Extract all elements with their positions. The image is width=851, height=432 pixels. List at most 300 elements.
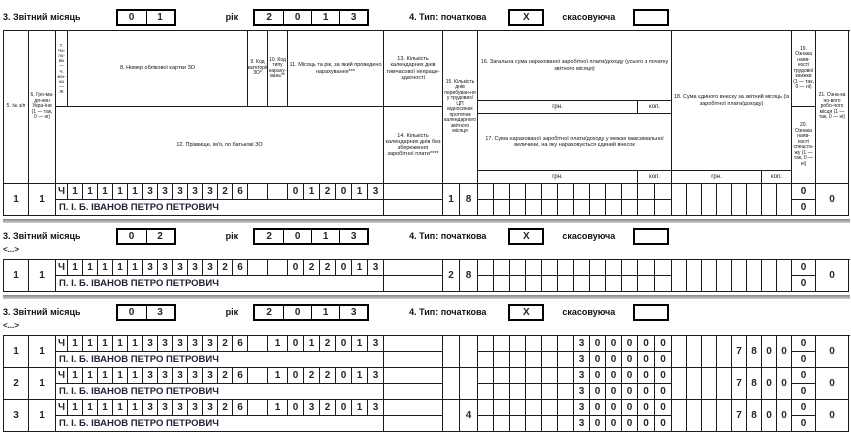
year-digit-box[interactable]: 3 [339,306,367,319]
card-number-digit-cell[interactable]: 3 [188,336,203,352]
max-amount-digit-cell[interactable]: 0 [590,352,606,368]
accrual-month-digit-cell[interactable]: 3 [368,336,384,352]
person-name-cell[interactable]: П. І. Б. ІВАНОВ ПЕТРО ПЕТРОВИЧ [56,276,384,292]
max-amount-digit-cell[interactable] [590,200,606,216]
fee-digit-cell[interactable] [732,184,747,216]
year-digit-box[interactable]: 1 [311,230,339,243]
max-amount-digit-cell[interactable] [494,416,510,432]
fee-digit-cell[interactable]: 0 [777,368,792,400]
total-amount-digit-cell[interactable] [590,184,606,200]
max-amount-digit-cell[interactable] [478,200,494,216]
total-amount-digit-cell[interactable]: 0 [590,368,606,384]
card-number-digit-cell[interactable]: 1 [98,368,113,384]
total-amount-digit-cell[interactable] [494,336,510,352]
total-amount-digit-cell[interactable] [638,184,655,200]
card-number-digit-cell[interactable]: 3 [188,400,203,416]
max-amount-digit-cell[interactable] [478,416,494,432]
special-service-flag-cell[interactable]: 0 [792,384,816,400]
total-amount-digit-cell[interactable] [478,184,494,200]
accrual-month-digit-cell[interactable]: 3 [368,400,384,416]
max-amount-digit-cell[interactable] [638,276,655,292]
card-number-digit-cell[interactable]: 3 [173,368,188,384]
total-amount-digit-cell[interactable] [542,260,558,276]
fee-digit-cell[interactable] [672,368,687,400]
total-amount-digit-cell[interactable] [542,336,558,352]
month-digit-box[interactable]: 3 [146,306,174,319]
fee-digit-cell[interactable]: 8 [747,368,762,400]
total-amount-digit-cell[interactable] [526,368,542,384]
card-number-digit-cell[interactable]: 1 [128,184,143,200]
card-number-digit-cell[interactable]: 1 [113,336,128,352]
category-code-cell[interactable] [248,184,268,200]
max-amount-digit-cell[interactable] [655,276,672,292]
unpaid-days-cell[interactable] [384,352,443,368]
accrual-month-digit-cell[interactable]: 1 [352,336,368,352]
initial-type-checkbox[interactable]: X [508,9,544,26]
total-amount-digit-cell[interactable] [478,400,494,416]
max-amount-digit-cell[interactable]: 3 [574,352,590,368]
max-amount-digit-cell[interactable] [526,416,542,432]
accrual-month-digit-cell[interactable]: 2 [320,336,336,352]
max-amount-digit-cell[interactable] [558,416,574,432]
total-amount-digit-cell[interactable]: 3 [574,336,590,352]
max-amount-digit-cell[interactable] [558,200,574,216]
total-amount-digit-cell[interactable] [558,184,574,200]
accrual-month-digit-cell[interactable]: 0 [288,260,304,276]
employment-days-digit-cell[interactable]: 8 [460,260,478,292]
total-amount-digit-cell[interactable] [558,400,574,416]
card-number-digit-cell[interactable]: 6 [233,184,248,200]
max-amount-digit-cell[interactable]: 0 [638,352,655,368]
special-service-flag-cell[interactable]: 0 [792,276,816,292]
work-book-flag-cell[interactable]: 0 [792,336,816,352]
sex-code-cell[interactable]: Ч [56,260,68,276]
fee-digit-cell[interactable] [687,184,702,216]
total-amount-digit-cell[interactable]: 0 [655,400,672,416]
total-amount-digit-cell[interactable]: 0 [638,400,655,416]
max-amount-digit-cell[interactable] [510,416,526,432]
card-number-digit-cell[interactable]: 3 [143,184,158,200]
accrual-type-code-cell[interactable]: 1 [268,368,288,384]
fee-digit-cell[interactable] [762,260,777,292]
fee-digit-cell[interactable] [717,336,732,368]
card-number-digit-cell[interactable]: 1 [113,368,128,384]
initial-type-checkbox[interactable]: X [508,304,544,321]
max-amount-digit-cell[interactable]: 0 [655,416,672,432]
total-amount-digit-cell[interactable] [494,400,510,416]
accrual-type-code-cell[interactable]: 1 [268,400,288,416]
max-amount-digit-cell[interactable] [510,384,526,400]
card-number-digit-cell[interactable]: 1 [128,368,143,384]
max-amount-digit-cell[interactable] [478,276,494,292]
max-amount-digit-cell[interactable]: 0 [655,384,672,400]
year-digit-box[interactable]: 0 [283,306,311,319]
card-number-digit-cell[interactable]: 1 [128,260,143,276]
fee-digit-cell[interactable]: 7 [732,400,747,432]
max-amount-digit-cell[interactable] [622,276,638,292]
card-number-digit-cell[interactable]: 1 [113,184,128,200]
max-amount-digit-cell[interactable] [526,384,542,400]
row-number-cell[interactable]: 2 [4,368,29,400]
year-digit-box[interactable]: 0 [283,230,311,243]
fee-digit-cell[interactable] [672,400,687,432]
card-number-digit-cell[interactable]: 2 [218,184,233,200]
card-number-digit-cell[interactable]: 3 [203,400,218,416]
person-name-cell[interactable]: П. І. Б. ІВАНОВ ПЕТРО ПЕТРОВИЧ [56,352,384,368]
year-digit-box[interactable]: 3 [339,230,367,243]
card-number-digit-cell[interactable]: 1 [83,184,98,200]
fee-digit-cell[interactable] [702,260,717,292]
total-amount-digit-cell[interactable]: 0 [590,336,606,352]
total-amount-digit-cell[interactable] [478,368,494,384]
employment-days-digit-cell[interactable]: 8 [460,184,478,216]
fee-digit-cell[interactable] [702,368,717,400]
cancel-type-checkbox[interactable] [633,304,669,321]
total-amount-digit-cell[interactable] [526,336,542,352]
card-number-digit-cell[interactable]: 3 [143,336,158,352]
accrual-month-digit-cell[interactable]: 1 [352,368,368,384]
accrual-month-digit-cell[interactable]: 0 [288,400,304,416]
work-book-flag-cell[interactable]: 0 [792,260,816,276]
total-amount-digit-cell[interactable] [622,184,638,200]
max-amount-digit-cell[interactable] [606,200,622,216]
max-amount-digit-cell[interactable] [510,276,526,292]
card-number-digit-cell[interactable]: 3 [173,184,188,200]
sex-code-cell[interactable]: Ч [56,336,68,352]
total-amount-digit-cell[interactable] [574,260,590,276]
card-number-digit-cell[interactable]: 1 [128,400,143,416]
fee-digit-cell[interactable] [702,184,717,216]
card-number-digit-cell[interactable]: 1 [68,400,83,416]
total-amount-digit-cell[interactable] [510,368,526,384]
total-amount-digit-cell[interactable] [574,184,590,200]
fee-digit-cell[interactable] [672,184,687,216]
total-amount-digit-cell[interactable] [510,260,526,276]
max-amount-digit-cell[interactable] [558,352,574,368]
year-digit-box[interactable]: 0 [283,11,311,24]
work-book-flag-cell[interactable]: 0 [792,400,816,416]
max-amount-digit-cell[interactable]: 0 [622,352,638,368]
card-number-digit-cell[interactable]: 3 [158,400,173,416]
employment-days-digit-cell[interactable] [443,336,460,368]
accrual-month-digit-cell[interactable]: 2 [320,400,336,416]
max-amount-digit-cell[interactable]: 0 [622,416,638,432]
card-number-digit-cell[interactable]: 3 [188,184,203,200]
total-amount-digit-cell[interactable] [638,260,655,276]
card-number-digit-cell[interactable]: 1 [113,400,128,416]
total-amount-digit-cell[interactable] [655,184,672,200]
total-amount-digit-cell[interactable] [510,336,526,352]
card-number-digit-cell[interactable]: 3 [143,368,158,384]
sick-days-cell[interactable] [384,400,443,416]
fee-digit-cell[interactable] [732,260,747,292]
special-service-flag-cell[interactable]: 0 [792,200,816,216]
category-code-cell[interactable] [248,368,268,384]
max-amount-digit-cell[interactable] [542,200,558,216]
year-digit-box[interactable]: 1 [311,11,339,24]
card-number-digit-cell[interactable]: 1 [83,336,98,352]
total-amount-digit-cell[interactable] [526,184,542,200]
accrual-month-digit-cell[interactable]: 2 [304,368,320,384]
max-amount-digit-cell[interactable] [542,384,558,400]
employment-days-digit-cell[interactable]: 2 [443,260,460,292]
sex-code-cell[interactable]: Ч [56,184,68,200]
person-name-cell[interactable]: П. І. Б. ІВАНОВ ПЕТРО ПЕТРОВИЧ [56,384,384,400]
card-number-digit-cell[interactable]: 3 [158,368,173,384]
max-amount-digit-cell[interactable] [494,352,510,368]
row-number-cell[interactable]: 1 [4,336,29,368]
max-amount-digit-cell[interactable] [606,276,622,292]
max-amount-digit-cell[interactable] [478,352,494,368]
fee-digit-cell[interactable]: 8 [747,400,762,432]
card-number-digit-cell[interactable]: 3 [158,336,173,352]
card-number-digit-cell[interactable]: 1 [68,336,83,352]
total-amount-digit-cell[interactable] [494,184,510,200]
unpaid-days-cell[interactable] [384,384,443,400]
max-amount-digit-cell[interactable] [558,276,574,292]
fee-digit-cell[interactable] [777,260,792,292]
card-number-digit-cell[interactable]: 1 [128,336,143,352]
card-number-digit-cell[interactable]: 1 [68,368,83,384]
employment-days-digit-cell[interactable] [460,368,478,400]
total-amount-digit-cell[interactable] [590,260,606,276]
card-number-digit-cell[interactable]: 6 [233,368,248,384]
fee-digit-cell[interactable] [717,260,732,292]
card-number-digit-cell[interactable]: 1 [98,400,113,416]
accrual-month-digit-cell[interactable]: 1 [304,336,320,352]
total-amount-digit-cell[interactable] [558,368,574,384]
sick-days-cell[interactable] [384,184,443,200]
accrual-month-digit-cell[interactable]: 0 [336,184,352,200]
total-amount-digit-cell[interactable] [558,336,574,352]
card-number-digit-cell[interactable]: 1 [113,260,128,276]
total-amount-digit-cell[interactable]: 0 [638,368,655,384]
fee-digit-cell[interactable] [687,260,702,292]
accrual-month-digit-cell[interactable]: 2 [320,368,336,384]
card-number-digit-cell[interactable]: 3 [173,336,188,352]
fee-digit-cell[interactable]: 0 [777,336,792,368]
card-number-digit-cell[interactable]: 3 [173,260,188,276]
category-code-cell[interactable] [248,260,268,276]
fee-digit-cell[interactable] [717,400,732,432]
fee-digit-cell[interactable]: 0 [762,400,777,432]
total-amount-digit-cell[interactable]: 0 [622,336,638,352]
fee-digit-cell[interactable]: 7 [732,336,747,368]
card-number-digit-cell[interactable]: 6 [233,336,248,352]
max-amount-digit-cell[interactable]: 0 [638,416,655,432]
fee-digit-cell[interactable] [687,400,702,432]
card-number-digit-cell[interactable]: 1 [68,184,83,200]
month-digit-box[interactable]: 2 [146,230,174,243]
month-digit-box[interactable]: 0 [128,306,135,318]
fee-digit-cell[interactable] [762,184,777,216]
fee-digit-cell[interactable]: 0 [762,336,777,368]
fee-digit-cell[interactable]: 7 [732,368,747,400]
total-amount-digit-cell[interactable] [542,368,558,384]
max-amount-digit-cell[interactable] [622,200,638,216]
total-amount-digit-cell[interactable] [494,260,510,276]
citizen-flag-cell[interactable]: 1 [29,184,56,216]
accrual-type-code-cell[interactable]: 1 [268,336,288,352]
total-amount-digit-cell[interactable] [510,400,526,416]
total-amount-digit-cell[interactable]: 0 [638,336,655,352]
card-number-digit-cell[interactable]: 6 [233,400,248,416]
total-amount-digit-cell[interactable] [526,400,542,416]
card-number-digit-cell[interactable]: 3 [158,184,173,200]
max-amount-digit-cell[interactable] [542,352,558,368]
max-amount-digit-cell[interactable] [558,384,574,400]
citizen-flag-cell[interactable]: 1 [29,336,56,368]
total-amount-digit-cell[interactable]: 0 [606,400,622,416]
work-book-flag-cell[interactable]: 0 [792,184,816,200]
fee-digit-cell[interactable] [747,184,762,216]
max-amount-digit-cell[interactable]: 0 [622,384,638,400]
category-code-cell[interactable] [248,400,268,416]
card-number-digit-cell[interactable]: 3 [173,400,188,416]
accrual-month-digit-cell[interactable]: 0 [336,336,352,352]
total-amount-digit-cell[interactable]: 0 [655,336,672,352]
accrual-month-digit-cell[interactable]: 0 [288,368,304,384]
fee-digit-cell[interactable] [777,184,792,216]
new-workplace-flag-cell[interactable]: 0 [816,368,849,400]
person-name-cell[interactable]: П. І. Б. ІВАНОВ ПЕТРО ПЕТРОВИЧ [56,200,384,216]
new-workplace-flag-cell[interactable]: 0 [816,184,849,216]
category-code-cell[interactable] [248,336,268,352]
max-amount-digit-cell[interactable]: 0 [590,384,606,400]
person-name-cell[interactable]: П. І. Б. ІВАНОВ ПЕТРО ПЕТРОВИЧ [56,416,384,432]
cancel-type-checkbox[interactable] [633,9,669,26]
max-amount-digit-cell[interactable] [494,200,510,216]
fee-digit-cell[interactable]: 0 [762,368,777,400]
total-amount-digit-cell[interactable]: 0 [590,400,606,416]
card-number-digit-cell[interactable]: 2 [218,336,233,352]
sex-code-cell[interactable]: Ч [56,368,68,384]
fee-digit-cell[interactable] [702,400,717,432]
max-amount-digit-cell[interactable]: 0 [590,416,606,432]
accrual-month-digit-cell[interactable]: 3 [368,368,384,384]
total-amount-digit-cell[interactable]: 0 [622,368,638,384]
accrual-month-digit-cell[interactable]: 0 [336,368,352,384]
fee-digit-cell[interactable] [717,368,732,400]
citizen-flag-cell[interactable]: 1 [29,400,56,432]
max-amount-digit-cell[interactable]: 0 [606,352,622,368]
total-amount-digit-cell[interactable] [542,400,558,416]
sick-days-cell[interactable] [384,336,443,352]
accrual-month-digit-cell[interactable]: 2 [320,260,336,276]
max-amount-digit-cell[interactable] [542,416,558,432]
year-digit-box[interactable]: 2 [266,11,272,23]
fee-digit-cell[interactable] [687,336,702,368]
max-amount-digit-cell[interactable]: 0 [606,384,622,400]
fee-digit-cell[interactable] [717,184,732,216]
max-amount-digit-cell[interactable] [542,276,558,292]
total-amount-digit-cell[interactable] [494,368,510,384]
max-amount-digit-cell[interactable] [574,276,590,292]
fee-digit-cell[interactable] [702,336,717,368]
total-amount-digit-cell[interactable] [526,260,542,276]
card-number-digit-cell[interactable]: 1 [83,368,98,384]
accrual-month-digit-cell[interactable]: 2 [304,260,320,276]
max-amount-digit-cell[interactable]: 0 [638,384,655,400]
row-number-cell[interactable]: 1 [4,260,29,292]
fee-digit-cell[interactable] [672,260,687,292]
total-amount-digit-cell[interactable] [478,336,494,352]
card-number-digit-cell[interactable]: 3 [143,260,158,276]
citizen-flag-cell[interactable]: 1 [29,368,56,400]
initial-type-checkbox[interactable]: X [508,228,544,245]
card-number-digit-cell[interactable]: 1 [68,260,83,276]
total-amount-digit-cell[interactable] [558,260,574,276]
max-amount-digit-cell[interactable]: 0 [655,352,672,368]
card-number-digit-cell[interactable]: 3 [158,260,173,276]
card-number-digit-cell[interactable]: 3 [188,260,203,276]
row-number-cell[interactable]: 1 [4,184,29,216]
accrual-type-code-cell[interactable] [268,260,288,276]
card-number-digit-cell[interactable]: 3 [203,184,218,200]
max-amount-digit-cell[interactable] [494,276,510,292]
max-amount-digit-cell[interactable] [574,200,590,216]
employment-days-digit-cell[interactable] [443,400,460,432]
month-digit-box[interactable]: 0 [128,11,135,23]
accrual-month-digit-cell[interactable]: 2 [320,184,336,200]
employment-days-digit-cell[interactable] [443,368,460,400]
card-number-digit-cell[interactable]: 2 [218,400,233,416]
unpaid-days-cell[interactable] [384,416,443,432]
total-amount-digit-cell[interactable] [655,260,672,276]
unpaid-days-cell[interactable] [384,200,443,216]
citizen-flag-cell[interactable]: 1 [29,260,56,292]
sick-days-cell[interactable] [384,260,443,276]
accrual-month-digit-cell[interactable]: 1 [304,184,320,200]
accrual-month-digit-cell[interactable]: 3 [304,400,320,416]
year-digit-box[interactable]: 2 [266,306,272,318]
year-digit-box[interactable]: 3 [339,11,367,24]
fee-digit-cell[interactable]: 8 [747,336,762,368]
work-book-flag-cell[interactable]: 0 [792,368,816,384]
sex-code-cell[interactable]: Ч [56,400,68,416]
total-amount-digit-cell[interactable]: 3 [574,368,590,384]
max-amount-digit-cell[interactable] [494,384,510,400]
max-amount-digit-cell[interactable]: 3 [574,416,590,432]
fee-digit-cell[interactable] [687,368,702,400]
card-number-digit-cell[interactable]: 3 [203,260,218,276]
card-number-digit-cell[interactable]: 1 [98,184,113,200]
employment-days-digit-cell[interactable] [460,336,478,368]
month-digit-box[interactable]: 0 [128,230,135,242]
accrual-month-digit-cell[interactable]: 1 [352,400,368,416]
max-amount-digit-cell[interactable] [526,276,542,292]
total-amount-digit-cell[interactable]: 0 [622,400,638,416]
total-amount-digit-cell[interactable] [542,184,558,200]
total-amount-digit-cell[interactable] [606,184,622,200]
total-amount-digit-cell[interactable] [622,260,638,276]
employment-days-digit-cell[interactable]: 4 [460,400,478,432]
card-number-digit-cell[interactable]: 3 [143,400,158,416]
employment-days-digit-cell[interactable]: 1 [443,184,460,216]
max-amount-digit-cell[interactable] [638,200,655,216]
card-number-digit-cell[interactable]: 3 [188,368,203,384]
card-number-digit-cell[interactable]: 1 [83,400,98,416]
card-number-digit-cell[interactable]: 1 [98,260,113,276]
month-digit-box[interactable]: 1 [146,11,174,24]
card-number-digit-cell[interactable]: 2 [218,368,233,384]
year-digit-box[interactable]: 2 [266,230,272,242]
accrual-month-digit-cell[interactable]: 3 [368,260,384,276]
max-amount-digit-cell[interactable] [526,200,542,216]
fee-digit-cell[interactable] [747,260,762,292]
accrual-month-digit-cell[interactable]: 0 [336,400,352,416]
max-amount-digit-cell[interactable] [478,384,494,400]
